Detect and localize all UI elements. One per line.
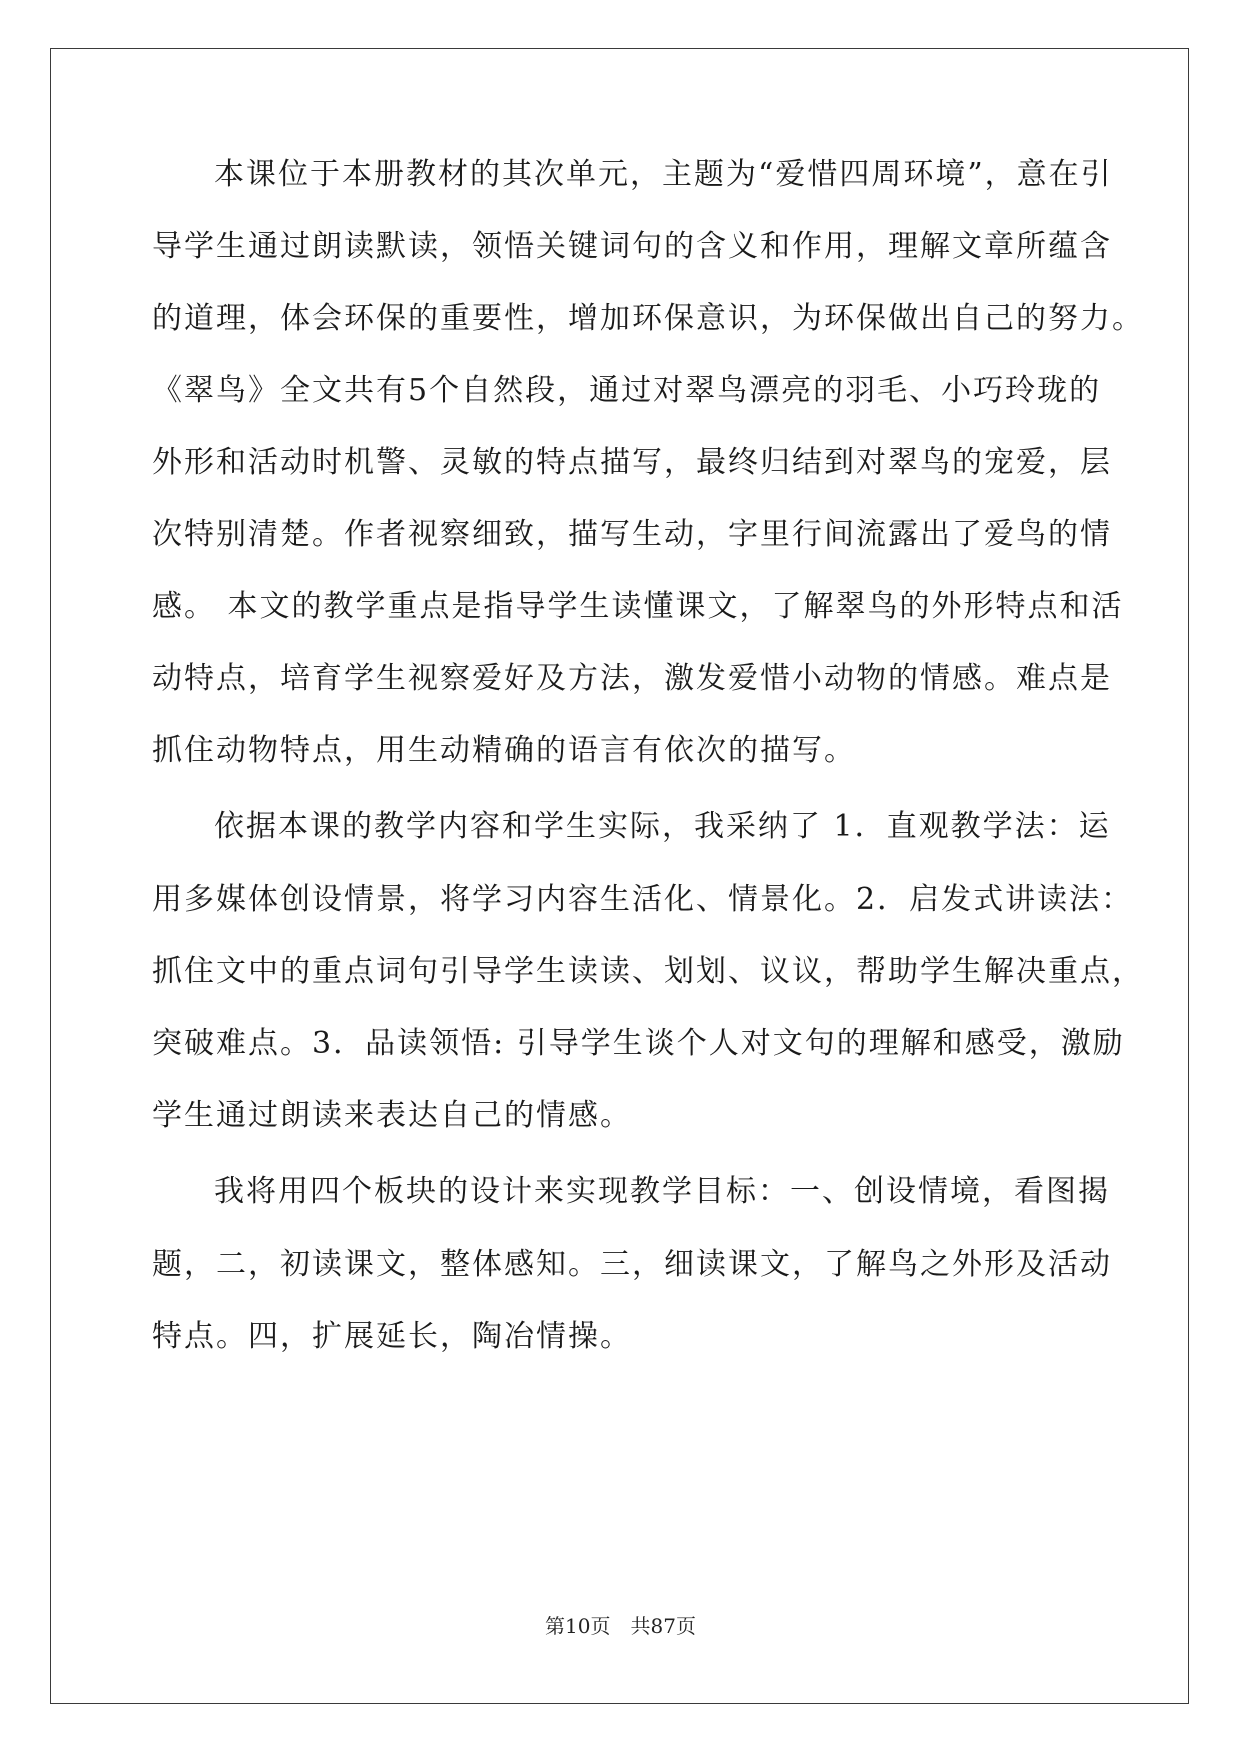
paragraph-line: 我将用四个板块的设计来实现教学目标：一、创设情境，看图揭	[214, 1174, 1110, 1209]
paragraph-line: 《翠鸟》全文共有5个自然段，通过对翠鸟漂亮的羽毛、小巧玲珑的	[152, 373, 1102, 408]
paragraph-line: 突破难点。3．品读领悟: 引导学生谈个人对文句的理解和感受，激励	[152, 1026, 1125, 1061]
paragraph-line: 抓住文中的重点词句引导学生读读、划划、议议，帮助学生解决重点，	[152, 954, 1144, 989]
paragraph-line: 外形和活动时机警、灵敏的特点描写，最终归结到对翠鸟的宠爱，层	[152, 445, 1112, 480]
paragraph-line: 特点。四，扩展延长，陶冶情操。	[152, 1319, 632, 1354]
paragraph-line: 用多媒体创设情景，将学习内容生活化、情景化。2．启发式讲读法：	[152, 882, 1134, 917]
paragraph-line: 感。 本文的教学重点是指导学生读懂课文，了解翠鸟的外形特点和活	[152, 589, 1124, 624]
paragraph-line: 依据本课的教学内容和学生实际，我采纳了 1．直观教学法：运	[214, 809, 1111, 844]
total-pages: 共87页	[630, 1614, 696, 1638]
paragraph-line: 的道理，体会环保的重要性，增加环保意识，为环保做出自己的努力。	[152, 301, 1144, 336]
paragraph-line: 题，二，初读课文，整体感知。三，细读课文，了解鸟之外形及活动	[152, 1247, 1112, 1282]
page-border	[50, 48, 1189, 1704]
paragraph-line: 导学生通过朗读默读，领悟关键词句的含义和作用，理解文章所蕴含	[152, 229, 1112, 264]
paragraph-line: 学生通过朗读来表达自己的情感。	[152, 1098, 632, 1133]
paragraph-line: 次特别清楚。作者视察细致，描写生动，字里行间流露出了爱鸟的情	[152, 517, 1112, 552]
paragraph-line: 本课位于本册教材的其次单元，主题为“爱惜四周环境”，意在引	[214, 157, 1113, 192]
page-footer	[0, 1612, 1241, 1640]
page-number: 第10页	[545, 1614, 611, 1638]
paragraph-line: 抓住动物特点，用生动精确的语言有依次的描写。	[152, 733, 856, 768]
paragraph-line: 动特点，培育学生视察爱好及方法，激发爱惜小动物的情感。难点是	[152, 661, 1112, 696]
